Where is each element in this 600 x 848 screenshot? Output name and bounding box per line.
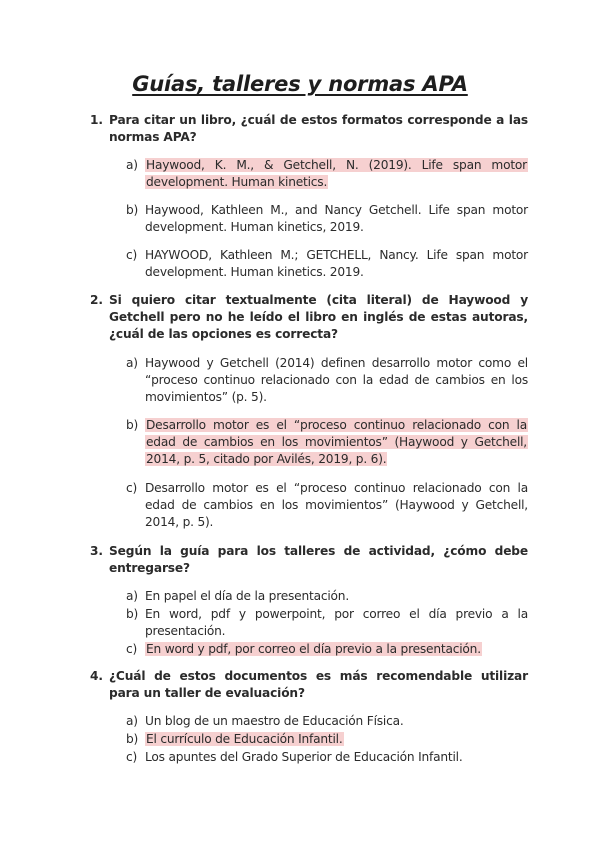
option-letter: b) (126, 732, 139, 746)
option-letter: a) (126, 714, 138, 728)
question-number: 4. (90, 669, 103, 683)
option-text-highlighted: Desarrollo motor es el “proceso continuo relacionado con la edad de cambios en los movimientos” (Haywood y Getchell, 2014, p. 5, citado por Avilés, 2019, p. 6). (146, 418, 527, 466)
answer-option-2a (126, 355, 528, 406)
option-letter: b) (126, 418, 139, 432)
option-text: Un blog de un maestro de Educación Física. (145, 714, 404, 728)
question-1 (92, 112, 528, 146)
question-text: Según la guía para los talleres de actividad, ¿cómo debe entregarse? (109, 544, 528, 575)
answer-option-1c (126, 247, 528, 281)
option-text: Los apuntes del Grado Superior de Educación Infantil. (145, 750, 463, 764)
question-number: 3. (90, 544, 103, 558)
answer-option-3c (126, 641, 528, 658)
option-letter: c) (126, 750, 138, 764)
answer-option-4b (126, 731, 528, 748)
option-text: Haywood y Getchell (2014) definen desarrollo motor como el “proceso continuo relacionado con la edad de cambios en los movimientos” (p. 5). (145, 356, 528, 404)
option-text-highlighted: Haywood, K. M., & Getchell, N. (2019). Life span motor development. Human kinetics. (146, 158, 527, 189)
option-letter: a) (126, 589, 138, 603)
option-letter: c) (126, 481, 138, 495)
option-letter: b) (126, 607, 139, 621)
question-text: Para citar un libro, ¿cuál de estos formatos corresponde a las normas APA? (109, 113, 528, 144)
question-4 (92, 668, 528, 702)
answer-option-4a (126, 713, 528, 730)
answer-option-1b (126, 202, 528, 236)
option-text-highlighted: En word y pdf, por correo el día previo a la presentación. (146, 642, 481, 656)
option-text-highlighted: El currículo de Educación Infantil. (146, 732, 343, 746)
question-text: Si quiero citar textualmente (cita literal) de Haywood y Getchell pero no he leído el libro en inglés de estas autoras, ¿cuál de las opciones es correcta? (109, 293, 528, 341)
option-letter: c) (126, 642, 138, 656)
option-letter: a) (126, 356, 138, 370)
answer-option-1a (126, 157, 528, 191)
answer-option-3a (126, 588, 528, 605)
answer-option-3b (126, 606, 528, 640)
option-letter: a) (126, 158, 138, 172)
answer-option-2b (126, 417, 528, 468)
page-title: Guías, talleres y normas APA (132, 72, 468, 96)
question-number: 2. (90, 293, 103, 307)
option-letter: c) (126, 248, 138, 262)
option-text: Haywood, Kathleen M., and Nancy Getchell. Life span motor development. Human kinetics, 2019. (145, 203, 528, 234)
question-number: 1. (90, 113, 103, 127)
option-text: En word, pdf y powerpoint, por correo el día previo a la presentación. (145, 607, 528, 638)
question-3 (92, 543, 528, 577)
option-text: Desarrollo motor es el “proceso continuo relacionado con la edad de cambios en los movimientos” (Haywood y Getchell, 2014, p. 5). (145, 481, 528, 529)
question-text: ¿Cuál de estos documentos es más recomendable utilizar para un taller de evaluación? (109, 669, 528, 700)
option-letter: b) (126, 203, 139, 217)
option-text: HAYWOOD, Kathleen M.; GETCHELL, Nancy. Life span motor development. Human kinetics. 2019. (145, 248, 528, 279)
answer-option-4c (126, 749, 528, 766)
answer-option-2c (126, 480, 528, 531)
question-2 (92, 292, 528, 343)
option-text: En papel el día de la presentación. (145, 589, 349, 603)
